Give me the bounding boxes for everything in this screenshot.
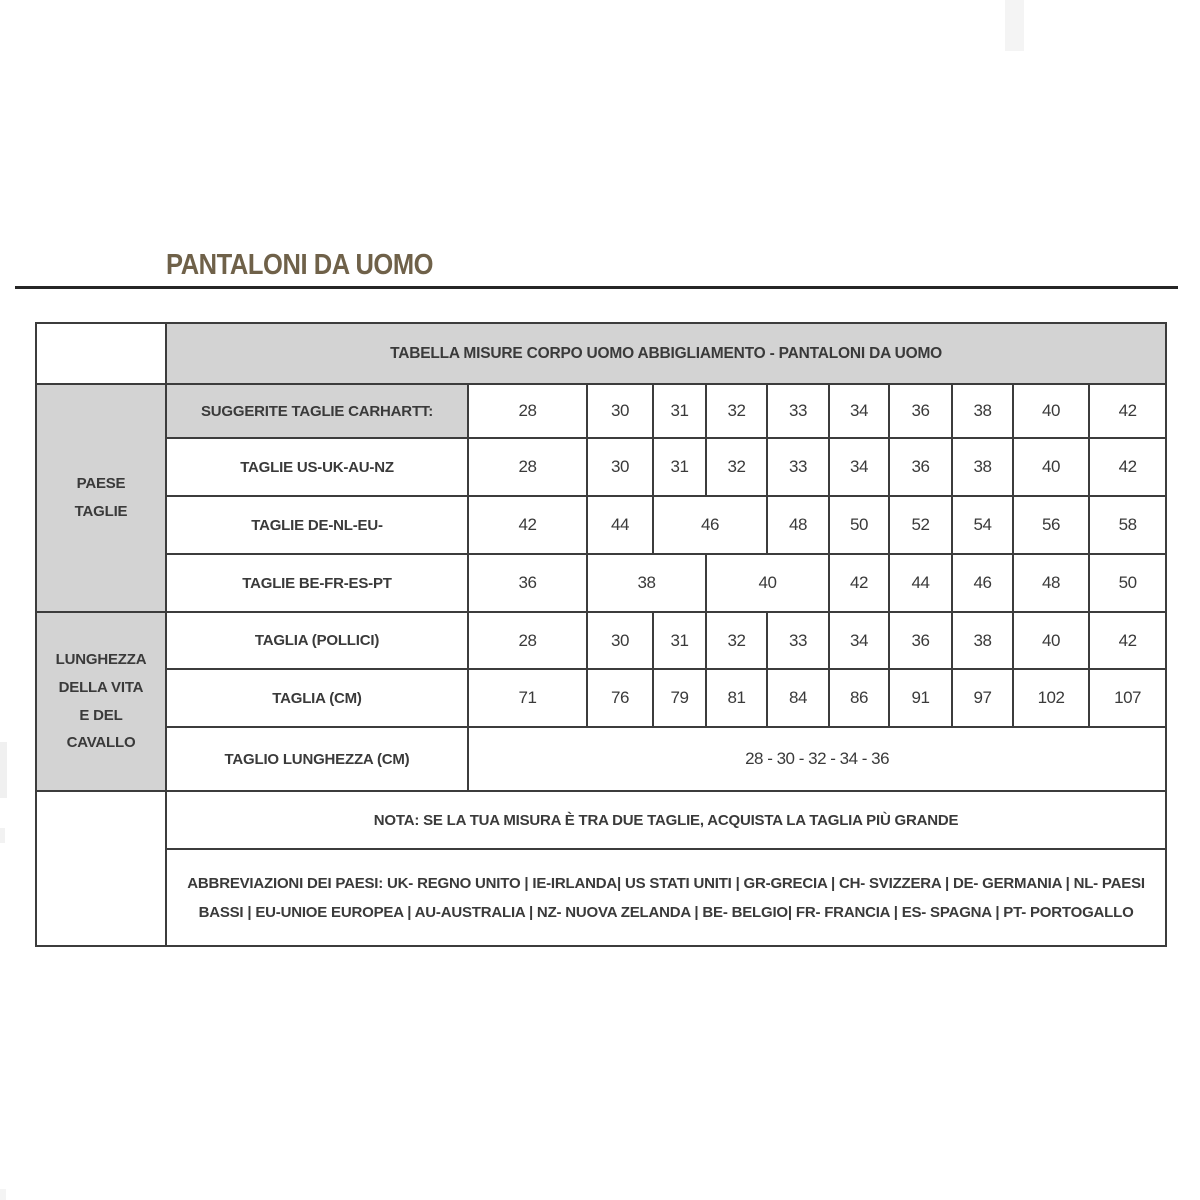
size-cell: 34 — [829, 438, 889, 496]
side-label-lunghezza — [36, 612, 166, 791]
table-header-row — [36, 323, 1166, 384]
row-abbreviazioni — [36, 849, 1166, 946]
size-cell: 34 — [829, 384, 889, 438]
size-cell: 86 — [829, 669, 889, 727]
row-taglio-lunghezza — [36, 727, 1166, 791]
row-suggerite — [36, 384, 1166, 438]
row-label-taglia-cm: TAGLIA (CM) — [166, 669, 468, 727]
abbreviazioni-line-1: ABBREVIAZIONI DEI PAESI: UK- REGNO UNITO | IE-IRLANDA| US STATI UNITI | GR-GRECIA | CH- SVIZZERA | DE- GERMANIA | NL- PAESI — [187, 874, 1145, 892]
size-cell-merged: 46 — [653, 496, 767, 554]
row-label-suggerite: SUGGERITE TAGLIE CARHARTT: — [166, 384, 468, 438]
abbreviazioni-line-2: BASSI | EU-UNIOE EUROPEA | AU-AUSTRALIA | NZ- NUOVA ZELANDA | BE- BELGIO| FR- FRANCIA | ES- SPAGNA | PT- PORTOGALLO — [198, 903, 1134, 921]
row-nota — [36, 791, 1166, 849]
size-cell: 31 — [653, 612, 706, 669]
size-cell-merged-full: 28 - 30 - 32 - 34 - 36 — [468, 727, 1166, 791]
row-taglia-pollici — [36, 612, 1166, 669]
page-title: PANTALONI DA UOMO — [166, 249, 434, 281]
size-cell: 97 — [952, 669, 1013, 727]
size-cell: 79 — [653, 669, 706, 727]
size-cell: 107 — [1089, 669, 1166, 727]
size-cell: 28 — [468, 612, 587, 669]
size-cell: 42 — [1089, 612, 1166, 669]
size-cell: 28 — [468, 438, 587, 496]
size-cell: 36 — [889, 438, 952, 496]
side-label-paese-taglie-text: PAESE TAGLIE — [74, 475, 128, 520]
title-divider-rule — [15, 286, 1178, 289]
size-cell: 38 — [952, 612, 1013, 669]
size-chart-table — [35, 322, 1167, 947]
size-cell: 48 — [767, 496, 829, 554]
size-cell: 84 — [767, 669, 829, 727]
side-label-lunghezza-text: LUNGHEZZA DELLA VITA E DEL CAVALLO — [55, 651, 147, 752]
size-cell: 33 — [767, 384, 829, 438]
size-cell: 48 — [1013, 554, 1089, 612]
size-cell: 54 — [952, 496, 1013, 554]
row-be-fr-es-pt — [36, 554, 1166, 612]
row-label-taglio-lunghezza: TAGLIO LUNGHEZZA (CM) — [166, 727, 468, 791]
corner-cell-bottom — [36, 791, 166, 946]
size-cell: 52 — [889, 496, 952, 554]
abbreviazioni-text-cell — [166, 849, 1166, 946]
size-cell: 71 — [468, 669, 587, 727]
size-cell: 30 — [587, 438, 653, 496]
size-cell: 44 — [587, 496, 653, 554]
size-cell: 44 — [889, 554, 952, 612]
size-cell: 36 — [889, 384, 952, 438]
corner-cell-top — [36, 323, 166, 384]
size-cell: 30 — [587, 384, 653, 438]
size-cell: 42 — [1089, 384, 1166, 438]
size-cell: 58 — [1089, 496, 1166, 554]
size-cell: 36 — [889, 612, 952, 669]
size-cell: 31 — [653, 438, 706, 496]
size-cell: 31 — [653, 384, 706, 438]
size-cell: 40 — [1013, 612, 1089, 669]
size-cell: 30 — [587, 612, 653, 669]
size-cell: 50 — [1089, 554, 1166, 612]
size-cell: 32 — [706, 384, 767, 438]
table-title-cell: TABELLA MISURE CORPO UOMO ABBIGLIAMENTO - PANTALONI DA UOMO — [166, 323, 1166, 384]
artifact-left-bar — [0, 742, 7, 798]
size-cell: 36 — [468, 554, 587, 612]
size-cell: 28 — [468, 384, 587, 438]
size-cell: 42 — [468, 496, 587, 554]
row-label-be-fr-es-pt: TAGLIE BE-FR-ES-PT — [166, 554, 468, 612]
row-us-uk-au-nz — [36, 438, 1166, 496]
size-cell: 81 — [706, 669, 767, 727]
artifact-top-right — [1005, 0, 1024, 51]
size-cell: 38 — [952, 438, 1013, 496]
size-cell: 40 — [1013, 438, 1089, 496]
size-cell-merged: 40 — [706, 554, 829, 612]
size-cell: 50 — [829, 496, 889, 554]
artifact-left-small — [0, 828, 5, 843]
size-cell: 102 — [1013, 669, 1089, 727]
row-label-taglia-pollici: TAGLIA (POLLICI) — [166, 612, 468, 669]
size-cell: 42 — [1089, 438, 1166, 496]
size-cell: 56 — [1013, 496, 1089, 554]
size-cell: 32 — [706, 438, 767, 496]
row-de-nl-eu — [36, 496, 1166, 554]
size-cell: 91 — [889, 669, 952, 727]
size-cell: 38 — [952, 384, 1013, 438]
row-label-de-nl-eu: TAGLIE DE-NL-EU- — [166, 496, 468, 554]
size-cell: 34 — [829, 612, 889, 669]
artifact-bottom-left — [0, 1189, 6, 1200]
size-cell-merged: 38 — [587, 554, 706, 612]
size-cell: 33 — [767, 438, 829, 496]
size-cell: 76 — [587, 669, 653, 727]
size-cell: 40 — [1013, 384, 1089, 438]
side-label-paese-taglie — [36, 384, 166, 612]
nota-text-cell: NOTA: SE LA TUA MISURA È TRA DUE TAGLIE, ACQUISTA LA TAGLIA PIÙ GRANDE — [166, 791, 1166, 849]
size-cell: 33 — [767, 612, 829, 669]
size-cell: 32 — [706, 612, 767, 669]
row-taglia-cm — [36, 669, 1166, 727]
size-cell: 42 — [829, 554, 889, 612]
row-label-us-uk-au-nz: TAGLIE US-UK-AU-NZ — [166, 438, 468, 496]
size-cell: 46 — [952, 554, 1013, 612]
